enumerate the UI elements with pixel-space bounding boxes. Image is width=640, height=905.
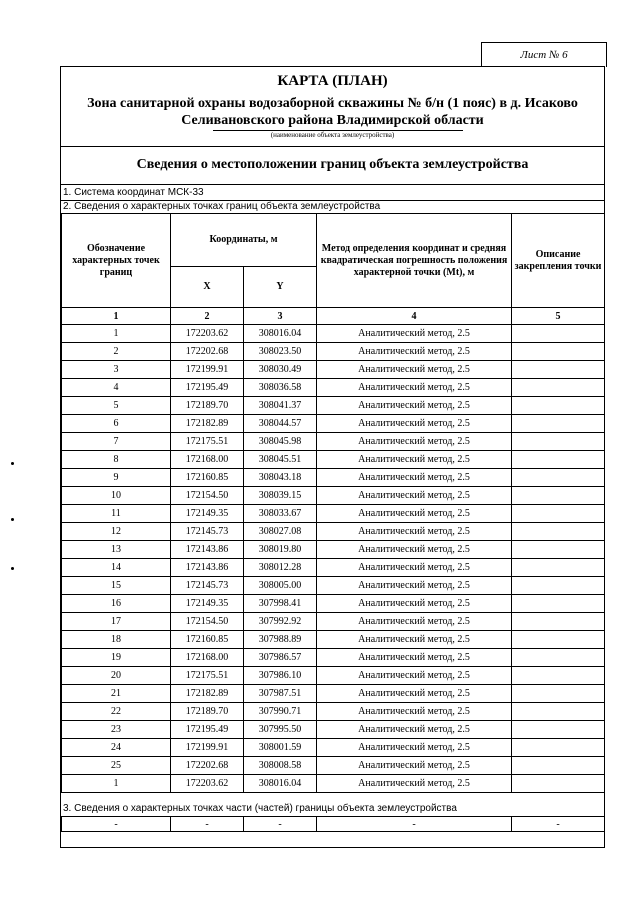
table-row	[62, 379, 605, 397]
description-cell	[512, 775, 605, 793]
col-number: 4	[317, 308, 512, 325]
point-number-cell: 15	[62, 577, 171, 595]
method-cell: Аналитический метод, 2.5	[317, 739, 512, 757]
table-row	[62, 613, 605, 631]
method-cell: Аналитический метод, 2.5	[317, 595, 512, 613]
point-number-cell: 21	[62, 685, 171, 703]
sheet-number: Лист № 6	[481, 42, 607, 67]
margin-mark	[11, 518, 14, 521]
y-coordinate-cell: 308016.04	[244, 325, 317, 343]
table-row	[62, 397, 605, 415]
description-cell	[512, 721, 605, 739]
x-coordinate-cell: 172149.35	[171, 595, 244, 613]
y-coordinate-cell: 307988.89	[244, 631, 317, 649]
description-cell	[512, 379, 605, 397]
method-cell: Аналитический метод, 2.5	[317, 541, 512, 559]
y-coordinate-cell: 308001.59	[244, 739, 317, 757]
point-number-cell: 9	[62, 469, 171, 487]
header-x: X	[171, 267, 244, 308]
document-subtitle: Зона санитарной охраны водозаборной скважины № б/н (1 пояс) в д. Исаково Селивановского района Владимирской области	[87, 96, 578, 128]
point-number-cell: 19	[62, 649, 171, 667]
x-coordinate-cell: 172189.70	[171, 397, 244, 415]
description-cell	[512, 397, 605, 415]
point-number-cell: 6	[62, 415, 171, 433]
point-number-cell: 14	[62, 559, 171, 577]
x-coordinate-cell: 172203.62	[171, 325, 244, 343]
x-coordinate-cell: 172199.91	[171, 361, 244, 379]
table-row	[62, 343, 605, 361]
document-frame	[60, 66, 605, 848]
method-cell: Аналитический метод, 2.5	[317, 613, 512, 631]
method-cell: Аналитический метод, 2.5	[317, 325, 512, 343]
method-cell: Аналитический метод, 2.5	[317, 757, 512, 775]
method-cell: Аналитический метод, 2.5	[317, 559, 512, 577]
header-method: Метод определения координат и средняя квадратическая погрешность положения характерной точки (Mt), м	[317, 214, 512, 308]
x-coordinate-cell: 172175.51	[171, 433, 244, 451]
point-number-cell: 17	[62, 613, 171, 631]
point-number-cell: 8	[62, 451, 171, 469]
boundary-points-table	[61, 213, 605, 793]
x-coordinate-cell: 172154.50	[171, 487, 244, 505]
y-coordinate-cell: 308044.57	[244, 415, 317, 433]
table-row	[62, 541, 605, 559]
parts-section-label: 3. Сведения о характерных точках части (частей) границы объекта землеустройства	[61, 801, 604, 817]
description-cell	[512, 757, 605, 775]
x-coordinate-cell: 172145.73	[171, 523, 244, 541]
point-number-cell: 22	[62, 703, 171, 721]
method-cell: Аналитический метод, 2.5	[317, 379, 512, 397]
method-cell: Аналитический метод, 2.5	[317, 433, 512, 451]
header-coords: Координаты, м	[171, 214, 317, 267]
description-cell	[512, 577, 605, 595]
description-cell	[512, 343, 605, 361]
y-coordinate-cell: 308027.08	[244, 523, 317, 541]
description-cell	[512, 613, 605, 631]
point-number-cell: 12	[62, 523, 171, 541]
point-number-cell: 10	[62, 487, 171, 505]
table-row	[62, 757, 605, 775]
method-cell: Аналитический метод, 2.5	[317, 469, 512, 487]
point-number-cell: 18	[62, 631, 171, 649]
x-coordinate-cell: 172203.62	[171, 775, 244, 793]
table-row	[62, 703, 605, 721]
table-row	[62, 505, 605, 523]
col-number: 1	[62, 308, 171, 325]
y-coordinate-cell: 307998.41	[244, 595, 317, 613]
method-cell: Аналитический метод, 2.5	[317, 361, 512, 379]
x-coordinate-cell: 172195.49	[171, 379, 244, 397]
method-cell: Аналитический метод, 2.5	[317, 703, 512, 721]
y-coordinate-cell: 307992.92	[244, 613, 317, 631]
point-number-cell: 2	[62, 343, 171, 361]
col-number: 2	[171, 308, 244, 325]
description-cell	[512, 523, 605, 541]
point-number-cell: 7	[62, 433, 171, 451]
y-coordinate-cell: 308036.58	[244, 379, 317, 397]
parts-row	[62, 817, 605, 832]
description-cell	[512, 667, 605, 685]
document-title: КАРТА (ПЛАН)	[277, 73, 388, 89]
y-coordinate-cell: 308043.18	[244, 469, 317, 487]
table-row	[62, 721, 605, 739]
description-cell	[512, 685, 605, 703]
point-number-cell: 1	[62, 775, 171, 793]
table-row	[62, 361, 605, 379]
parts-table	[61, 817, 605, 832]
x-coordinate-cell: 172168.00	[171, 649, 244, 667]
description-cell	[512, 559, 605, 577]
header-y: Y	[244, 267, 317, 308]
y-coordinate-cell: 308008.58	[244, 757, 317, 775]
method-cell: Аналитический метод, 2.5	[317, 523, 512, 541]
method-cell: Аналитический метод, 2.5	[317, 487, 512, 505]
table-row	[62, 415, 605, 433]
table-row	[62, 487, 605, 505]
table-row	[62, 325, 605, 343]
section-title: Сведения о местоположении границ объекта землеустройства	[61, 146, 604, 185]
method-cell: Аналитический метод, 2.5	[317, 397, 512, 415]
parts-cell: -	[317, 817, 512, 832]
table-row	[62, 649, 605, 667]
table-row	[62, 469, 605, 487]
point-number-cell: 25	[62, 757, 171, 775]
description-cell	[512, 703, 605, 721]
bottom-spacer	[61, 831, 604, 847]
parts-cell: -	[62, 817, 171, 832]
method-cell: Аналитический метод, 2.5	[317, 685, 512, 703]
method-cell: Аналитический метод, 2.5	[317, 667, 512, 685]
table-row	[62, 739, 605, 757]
point-number-cell: 24	[62, 739, 171, 757]
column-numbers-row	[62, 308, 605, 325]
y-coordinate-cell: 308005.00	[244, 577, 317, 595]
method-cell: Аналитический метод, 2.5	[317, 343, 512, 361]
method-cell: Аналитический метод, 2.5	[317, 721, 512, 739]
y-coordinate-cell: 308012.28	[244, 559, 317, 577]
col-number: 5	[512, 308, 605, 325]
point-number-cell: 13	[62, 541, 171, 559]
description-cell	[512, 595, 605, 613]
x-coordinate-cell: 172145.73	[171, 577, 244, 595]
y-coordinate-cell: 307995.50	[244, 721, 317, 739]
parts-cell: -	[171, 817, 244, 832]
x-coordinate-cell: 172160.85	[171, 469, 244, 487]
point-number-cell: 23	[62, 721, 171, 739]
x-coordinate-cell: 172189.70	[171, 703, 244, 721]
x-coordinate-cell: 172182.89	[171, 685, 244, 703]
table-row	[62, 433, 605, 451]
y-coordinate-cell: 308023.50	[244, 343, 317, 361]
description-cell	[512, 739, 605, 757]
y-coordinate-cell: 307986.57	[244, 649, 317, 667]
x-coordinate-cell: 172160.85	[171, 631, 244, 649]
x-coordinate-cell: 172195.49	[171, 721, 244, 739]
table-row	[62, 685, 605, 703]
description-cell	[512, 631, 605, 649]
table-row	[62, 559, 605, 577]
description-cell	[512, 469, 605, 487]
description-cell	[512, 451, 605, 469]
description-cell	[512, 433, 605, 451]
point-number-cell: 1	[62, 325, 171, 343]
point-number-cell: 4	[62, 379, 171, 397]
header-point: Обозначение характерных точек границ	[62, 214, 171, 308]
method-cell: Аналитический метод, 2.5	[317, 775, 512, 793]
header-description: Описание закрепления точки	[512, 214, 605, 308]
y-coordinate-cell: 308030.49	[244, 361, 317, 379]
document-caption: (наименование объекта землеустройства)	[270, 131, 395, 139]
y-coordinate-cell: 307990.71	[244, 703, 317, 721]
description-cell	[512, 361, 605, 379]
col-number: 3	[244, 308, 317, 325]
y-coordinate-cell: 308045.51	[244, 451, 317, 469]
x-coordinate-cell: 172182.89	[171, 415, 244, 433]
description-cell	[512, 325, 605, 343]
method-cell: Аналитический метод, 2.5	[317, 451, 512, 469]
description-cell	[512, 649, 605, 667]
points-section-label: 2. Сведения о характерных точках границ объекта землеустройства	[61, 201, 604, 214]
coordinate-system: 1. Система координат МСК-33	[61, 185, 604, 201]
table-row	[62, 631, 605, 649]
x-coordinate-cell: 172202.68	[171, 757, 244, 775]
x-coordinate-cell: 172202.68	[171, 343, 244, 361]
y-coordinate-cell: 307987.51	[244, 685, 317, 703]
x-coordinate-cell: 172199.91	[171, 739, 244, 757]
table-row	[62, 577, 605, 595]
y-coordinate-cell: 308016.04	[244, 775, 317, 793]
method-cell: Аналитический метод, 2.5	[317, 505, 512, 523]
parts-cell: -	[244, 817, 317, 832]
y-coordinate-cell: 308033.67	[244, 505, 317, 523]
point-number-cell: 16	[62, 595, 171, 613]
description-cell	[512, 487, 605, 505]
point-number-cell: 20	[62, 667, 171, 685]
point-number-cell: 5	[62, 397, 171, 415]
y-coordinate-cell: 307986.10	[244, 667, 317, 685]
description-cell	[512, 505, 605, 523]
point-number-cell: 11	[62, 505, 171, 523]
y-coordinate-cell: 308019.80	[244, 541, 317, 559]
method-cell: Аналитический метод, 2.5	[317, 631, 512, 649]
description-cell	[512, 415, 605, 433]
method-cell: Аналитический метод, 2.5	[317, 415, 512, 433]
y-coordinate-cell: 308039.15	[244, 487, 317, 505]
method-cell: Аналитический метод, 2.5	[317, 577, 512, 595]
margin-mark	[11, 462, 14, 465]
x-coordinate-cell: 172143.86	[171, 541, 244, 559]
y-coordinate-cell: 308041.37	[244, 397, 317, 415]
x-coordinate-cell: 172175.51	[171, 667, 244, 685]
table-row	[62, 595, 605, 613]
header-block	[61, 67, 604, 147]
point-number-cell: 3	[62, 361, 171, 379]
method-cell: Аналитический метод, 2.5	[317, 649, 512, 667]
table-row	[62, 775, 605, 793]
parts-cell: -	[512, 817, 605, 832]
margin-mark	[11, 567, 14, 570]
description-cell	[512, 541, 605, 559]
y-coordinate-cell: 308045.98	[244, 433, 317, 451]
x-coordinate-cell: 172149.35	[171, 505, 244, 523]
x-coordinate-cell: 172168.00	[171, 451, 244, 469]
table-row	[62, 523, 605, 541]
x-coordinate-cell: 172154.50	[171, 613, 244, 631]
x-coordinate-cell: 172143.86	[171, 559, 244, 577]
table-row	[62, 667, 605, 685]
table-row	[62, 451, 605, 469]
points-body	[62, 325, 605, 793]
